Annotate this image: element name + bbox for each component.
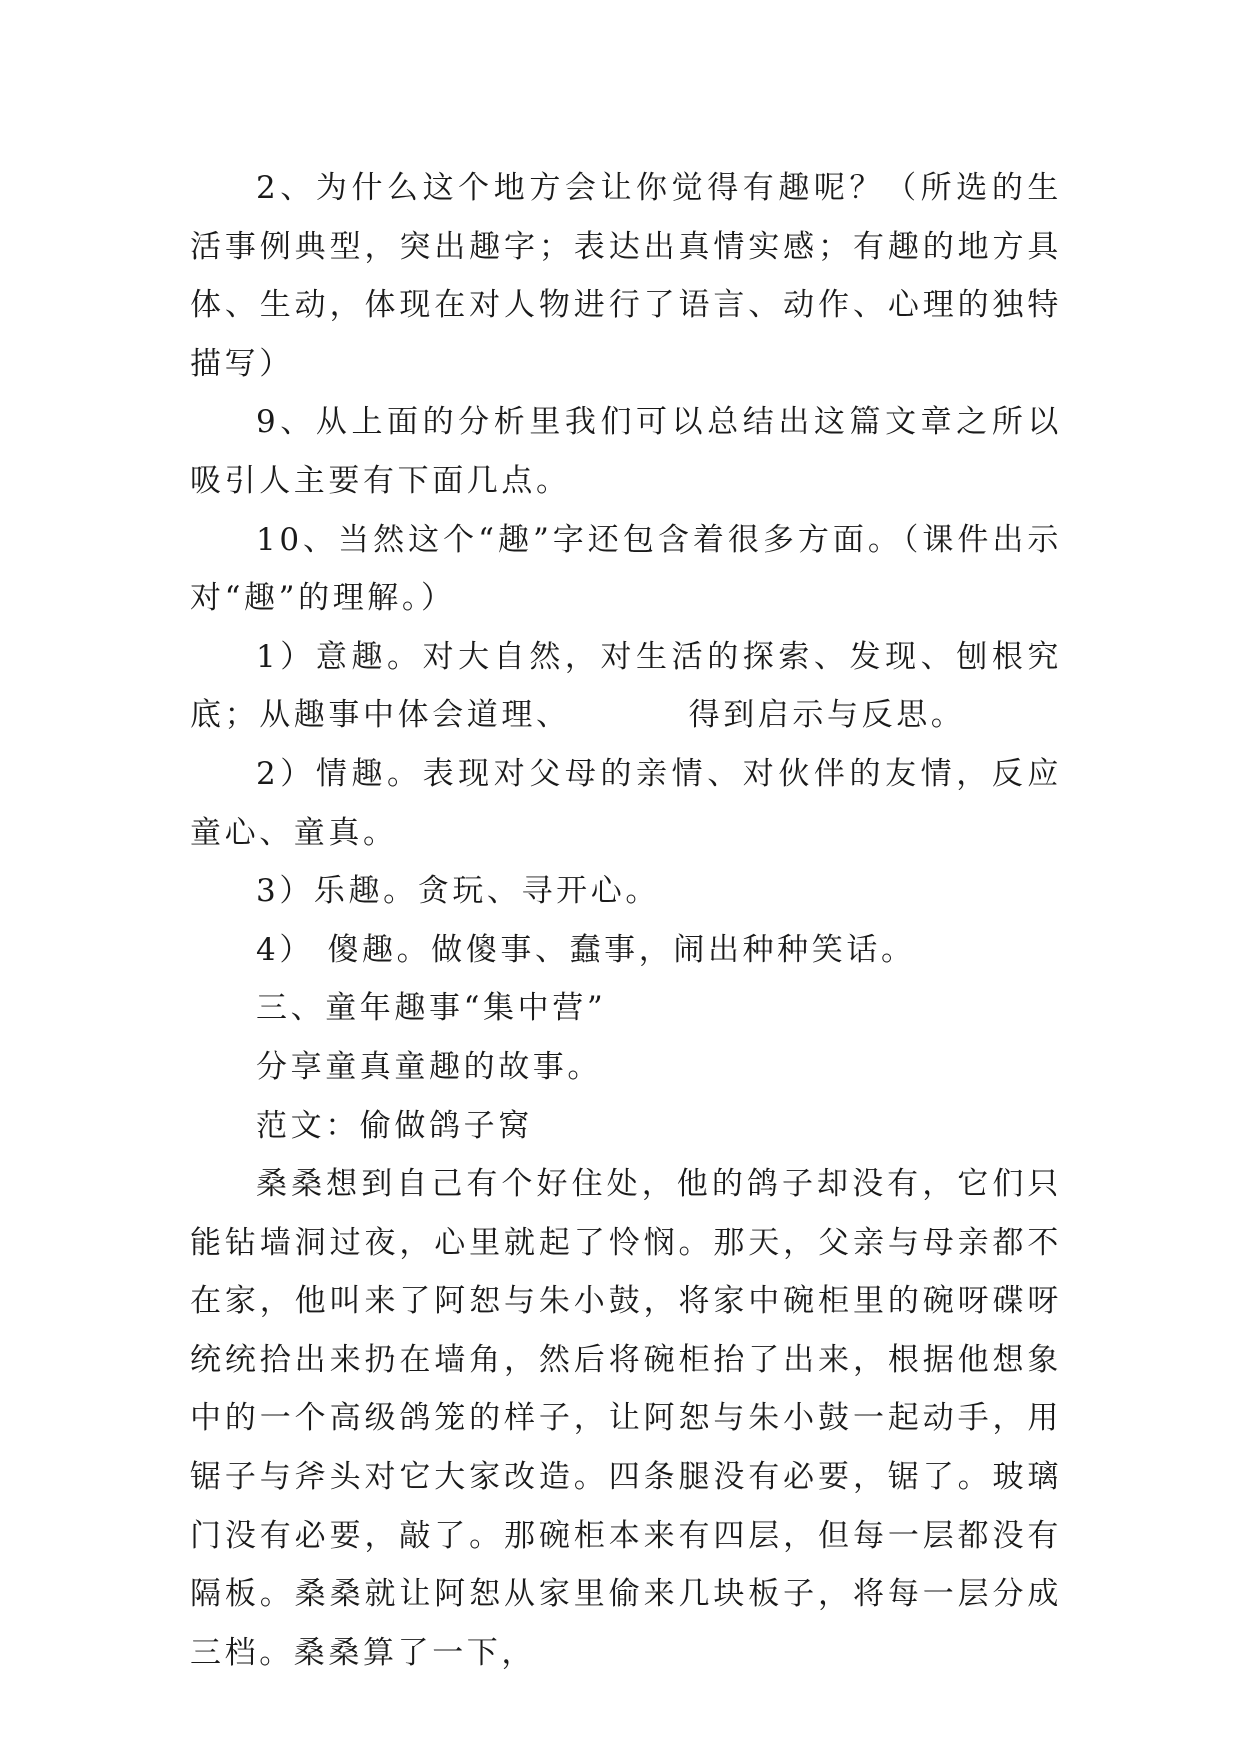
- sample-essay-body: 桑桑想到自己有个好住处，他的鸽子却没有，它们只能钻墙洞过夜，心里就起了怜悯。那天，父亲与母亲都不在家，他叫来了阿恕与朱小鼓，将家中碗柜里的碗呀碟呀统统拾出来扔在墙角，然后将碗柜抬了出来，根据他想象中的一个高级鸽笼的样子，让阿恕与朱小鼓一起动手，用锯子与斧头对它大家改造。四条腿没有必要，锯了。玻璃门没有必要，敲了。那碗柜本来有四层，但每一层都没有隔板。桑桑就让阿恕从家里偷来几块板子，将每一层分成三档。桑桑算了一下，: [190, 1166, 1062, 1671]
- paragraph-question-2: 2、为什么这个地方会让你觉得有趣呢？（所选的生活事例典型，突出趣字；表达出真情实感；有趣的地方具体、生动，体现在对人物进行了语言、动作、心理的独特描写）: [190, 170, 1062, 382]
- document-body: [190, 159, 1062, 1682]
- paragraph-lequ: 3）乐趣。贪玩、寻开心。: [256, 873, 660, 910]
- paragraph-yiqu-part-1: 1）意趣。对大自然，对生活的探索、发现、刨根究底；从趣事中体会道理、: [190, 638, 1062, 734]
- paragraph-qingqu: 2）情趣。表现对父母的亲情、对伙伴的友情，反应童心、童真。: [190, 755, 1062, 851]
- sample-essay-title: 范文：偷做鸽子窝: [256, 1107, 533, 1144]
- paragraph-yiqu-part-2: 得到启示与反思。: [688, 697, 966, 734]
- paragraph-shaqu: 4） 傻趣。做傻事、蠢事，闹出种种笑话。: [256, 931, 916, 968]
- paragraph-item-10: 10、当然这个“趣”字还包含着很多方面。（课件出示对“趣”的理解。）: [190, 521, 1062, 617]
- paragraph-share-stories: 分享童真童趣的故事。: [256, 1048, 602, 1085]
- paragraph-yiqu: [190, 628, 1062, 745]
- section-heading-3: 三、童年趣事“集中营”: [256, 990, 607, 1027]
- paragraph-item-9: 9、从上面的分析里我们可以总结出这篇文章之所以吸引人主要有下面几点。: [190, 404, 1062, 499]
